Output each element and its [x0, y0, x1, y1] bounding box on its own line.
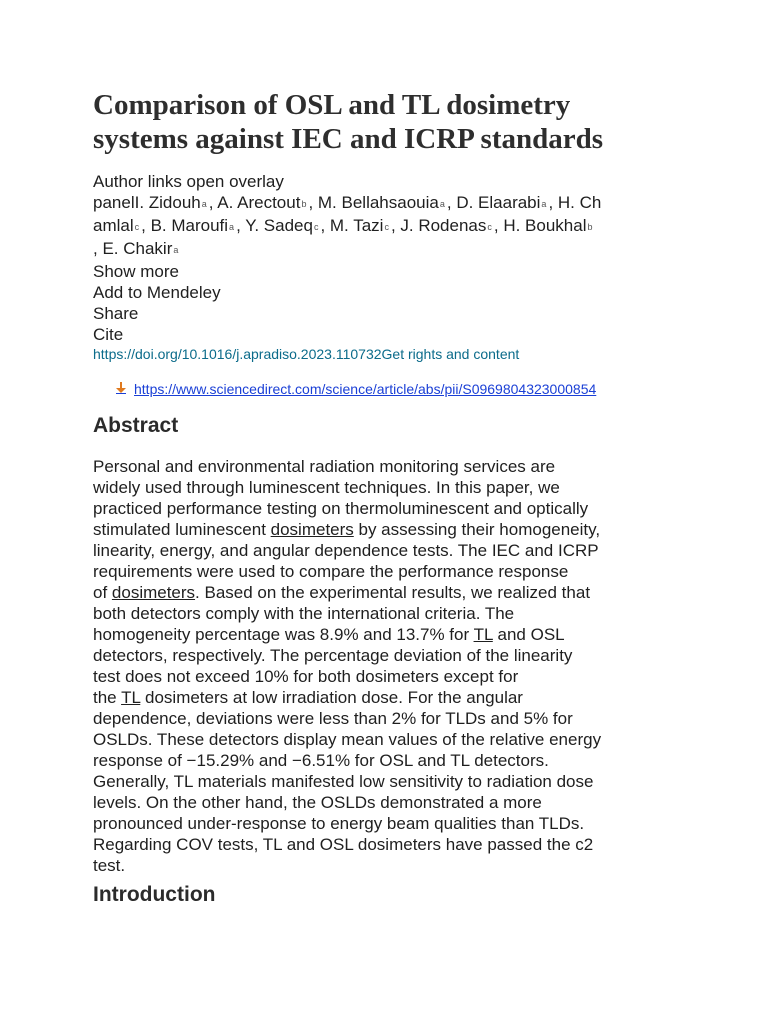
doi-link[interactable]: https://doi.org/10.1016/j.apradiso.2023.110732: [93, 346, 382, 362]
abstract-line: test.: [93, 856, 126, 875]
abstract-line: [93, 519, 677, 540]
abstract-heading: Abstract: [93, 414, 179, 437]
author-name[interactable]: , E. Chakir: [93, 239, 173, 258]
author-name[interactable]: , H. Boukhal: [493, 216, 587, 235]
author-links-label[interactable]: Author links open overlay: [93, 172, 284, 191]
author-name[interactable]: amlal: [93, 216, 134, 235]
author-name[interactable]: , Y. Sadeq: [236, 216, 313, 235]
affiliation-marker[interactable]: b: [587, 222, 593, 232]
author-name[interactable]: , D. Elaarabi: [446, 193, 541, 212]
abstract-line: [93, 624, 677, 645]
title-line-2: systems against IEC and ICRP standards: [93, 123, 604, 155]
abstract-line: OSLDs. These detectors display mean values of the relative energy: [93, 730, 602, 749]
abstract-line: test does not exceed 10% for both dosimeters except for: [93, 667, 519, 686]
abstract-text-run: homogeneity percentage was 8.9% and 13.7% for: [93, 625, 474, 644]
download-arrow-icon: [116, 381, 126, 399]
abstract-line: dependence, deviations were less than 2% for TLDs and 5% for: [93, 709, 573, 728]
abstract-text-run: stimulated luminescent: [93, 520, 271, 539]
abstract-line: levels. On the other hand, the OSLDs demonstrated a more: [93, 793, 542, 812]
title-line-1: Comparison of OSL and TL dosimetry: [93, 89, 571, 121]
source-row: [116, 380, 596, 399]
abstract-line: widely used through luminescent techniques. In this paper, we: [93, 478, 560, 497]
abstract-text-run: of: [93, 583, 112, 602]
author-name[interactable]: , J. Rodenas: [390, 216, 487, 235]
affiliation-marker[interactable]: c: [313, 222, 319, 232]
abstract-text-run: and OSL: [492, 625, 565, 644]
doi-row: [93, 345, 519, 363]
author-name[interactable]: , M. Tazi: [320, 216, 384, 235]
affiliation-marker[interactable]: a: [173, 245, 179, 255]
author-name[interactable]: panelI. Zidouh: [93, 193, 201, 212]
abstract-line: Generally, TL materials manifested low sensitivity to radiation dose: [93, 772, 594, 791]
abstract-line: pronounced under-response to energy beam qualities than TLDs.: [93, 814, 585, 833]
abstract-text-run: the: [93, 688, 122, 707]
affiliation-marker[interactable]: b: [301, 199, 307, 209]
affiliation-marker[interactable]: c: [487, 222, 492, 232]
abstract-line: [93, 582, 677, 603]
abstract-body: [93, 456, 677, 876]
affiliation-marker[interactable]: c: [384, 222, 389, 232]
affiliation-marker[interactable]: a: [229, 222, 235, 232]
share-button[interactable]: Share: [93, 304, 139, 323]
article-meta: [93, 171, 683, 345]
cite-button[interactable]: Cite: [93, 325, 124, 344]
abstract-line: requirements were used to compare the performance response: [93, 562, 569, 581]
affiliation-marker[interactable]: a: [201, 199, 207, 209]
article-title: [93, 88, 733, 156]
affiliation-marker[interactable]: a: [439, 199, 445, 209]
author-line-3: [93, 238, 683, 261]
introduction-heading[interactable]: Introduction: [93, 883, 216, 906]
abstract-line: linearity, energy, and angular dependence tests. The IEC and ICRP: [93, 541, 599, 560]
dosimeters-link[interactable]: dosimeters: [111, 583, 196, 602]
abstract-text-run: dosimeters at low irradiation dose. For the angular: [140, 688, 523, 707]
tl-link[interactable]: TL: [473, 625, 493, 644]
show-more-button[interactable]: Show more: [93, 262, 179, 281]
abstract-text-run: by assessing their homogeneity,: [353, 520, 601, 539]
add-to-mendeley-button[interactable]: Add to Mendeley: [93, 283, 221, 302]
abstract-line: practiced performance testing on thermoluminescent and optically: [93, 499, 589, 518]
dosimeters-link[interactable]: dosimeters: [270, 520, 354, 539]
author-name[interactable]: , A. Arectout: [208, 193, 301, 212]
author-name[interactable]: , H. Ch: [548, 193, 602, 212]
affiliation-marker[interactable]: a: [541, 199, 547, 209]
tl-link[interactable]: TL: [121, 688, 141, 707]
abstract-line: both detectors comply with the international criteria. The: [93, 604, 515, 623]
author-name[interactable]: , M. Bellahsaouia: [308, 193, 439, 212]
abstract-line: response of −15.29% and −6.51% for OSL and TL detectors.: [93, 751, 549, 770]
affiliation-marker[interactable]: c: [134, 222, 140, 232]
rights-link[interactable]: Get rights and content: [381, 346, 520, 362]
abstract-line: [93, 687, 677, 708]
author-line-2: [93, 215, 683, 238]
abstract-line: Regarding COV tests, TL and OSL dosimeters have passed the c2: [93, 835, 594, 854]
abstract-line: detectors, respectively. The percentage deviation of the linearity: [93, 646, 573, 665]
abstract-line: Personal and environmental radiation monitoring services are: [93, 457, 556, 476]
source-url-link[interactable]: https://www.sciencedirect.com/science/article/abs/pii/S0969804323000854: [134, 381, 597, 397]
abstract-text-run: . Based on the experimental results, we realized that: [195, 583, 591, 602]
author-line-1: [93, 192, 683, 215]
author-name[interactable]: , B. Maroufi: [141, 216, 229, 235]
